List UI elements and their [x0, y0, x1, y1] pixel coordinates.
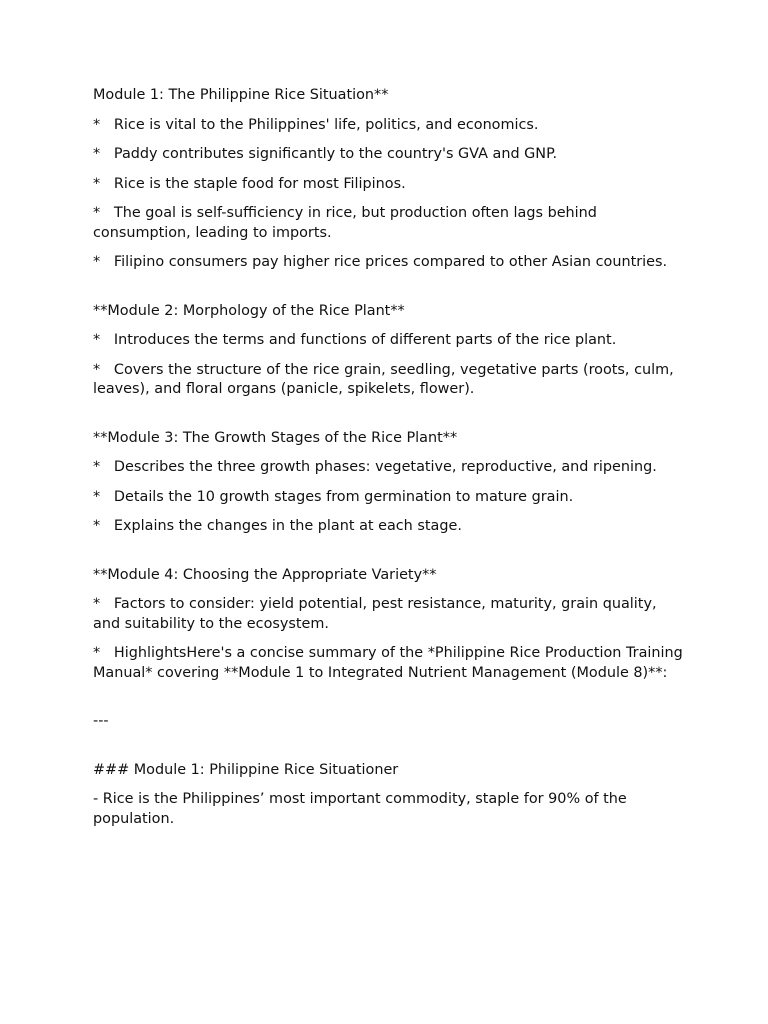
summary-heading: ### Module 1: Philippine Rice Situationer: [93, 761, 399, 778]
module3-heading: **Module 3: The Growth Stages of the Rice Plant**: [93, 429, 458, 446]
module2-item-1: * Introduces the terms and functions of different parts of the rice plant.: [93, 332, 617, 348]
module2-heading: **Module 2: Morphology of the Rice Plant**: [93, 302, 405, 319]
summary-item-1: - Rice is the Philippines’ most important commodity, staple for 90% of the population.: [93, 791, 632, 827]
module1-item-5: * Filipino consumers pay higher rice prices compared to other Asian countries.: [93, 254, 668, 270]
module1-heading: Module 1: The Philippine Rice Situation**: [93, 87, 389, 103]
module3-item-2: * Details the 10 growth stages from germination to mature grain.: [93, 488, 574, 505]
module4-item-1: * Factors to consider: yield potential, pest resistance, maturity, grain quality, and suitability to the ecosystem.: [93, 596, 662, 632]
module3-item-3: * Explains the changes in the plant at each stage.: [93, 518, 462, 534]
module4-heading: **Module 4: Choosing the Appropriate Variety**: [93, 566, 437, 583]
module1-item-3: * Rice is the staple food for most Filipinos.: [93, 175, 406, 192]
module1-item-1: * Rice is vital to the Philippines' life, politics, and economics.: [93, 116, 539, 133]
module1-item-4: * The goal is self-sufficiency in rice, but production often lags behind consumption, leading to imports.: [93, 205, 602, 241]
document-page: [93, 86, 688, 839]
module2-item-2: * Covers the structure of the rice grain, seedling, vegetative parts (roots, culm, leaves), and floral organs (panicle, spikelets, flower).: [93, 361, 679, 397]
module1-item-2: * Paddy contributes significantly to the country's GVA and GNP.: [93, 146, 558, 162]
section-separator: ---: [93, 713, 109, 729]
module3-item-1: * Describes the three growth phases: vegetative, reproductive, and ripening.: [93, 459, 657, 475]
module4-item-2: * HighlightsHere's a concise summary of the *Philippine Rice Production Training Manual* covering **Module 1 to Integrated Nutrient Management (Module 8)**:: [93, 645, 688, 681]
